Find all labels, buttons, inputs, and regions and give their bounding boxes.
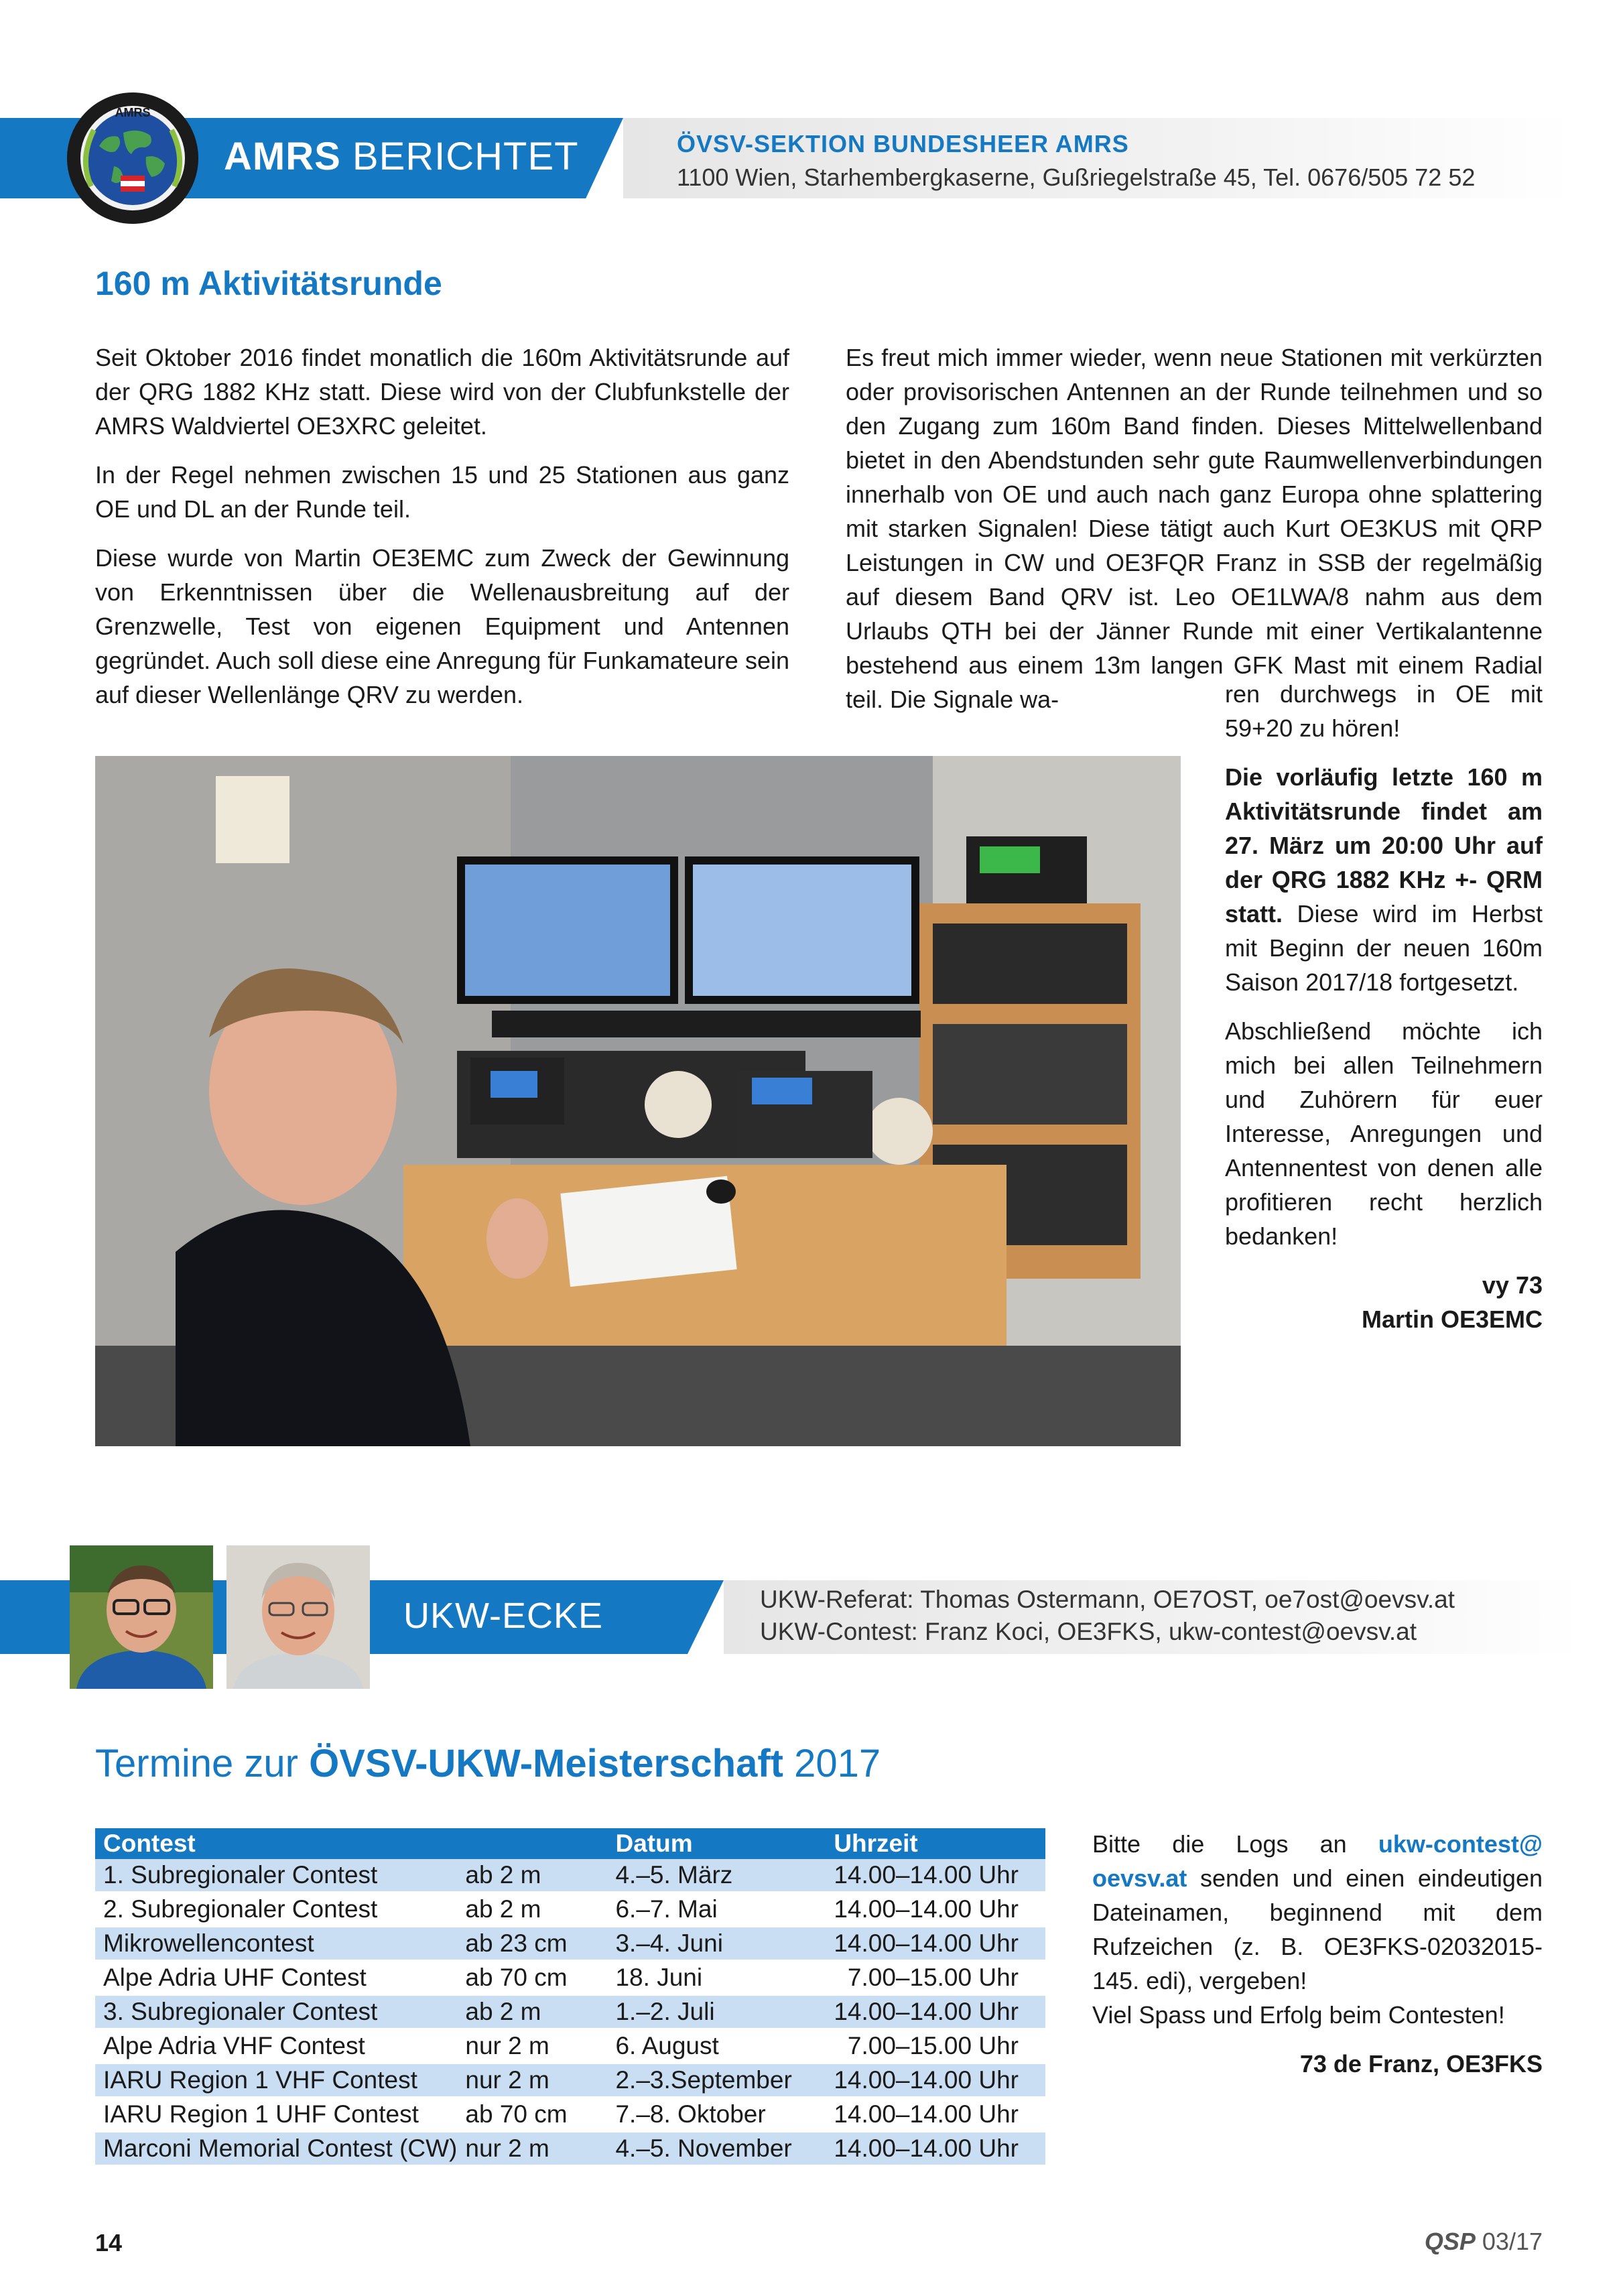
amrs-logo [67,92,198,224]
portrait-photo [226,1545,370,1689]
cell: 2.–3.September [607,2063,826,2098]
cell: Alpe Adria UHF Contest [95,1961,457,1995]
cell: Mikrowellencontest [95,1927,457,1961]
page-number: 14 [95,2229,123,2256]
cell: 14.00–14.00 Uhr [826,2063,1045,2098]
cell: 14.00–14.00 Uhr [826,1859,1045,1893]
closing-paragraph: Abschließend möchte ich mich bei allen Teilnehmern und Zuhörern für euer Interesse, Anregungen und Antennentest von denen alle profitieren recht herzlich bedanken! [1225,1017,1543,1250]
table-row [95,1859,1045,1893]
cell: IARU Region 1 UHF Contest [95,2098,457,2132]
article-right-column-lower [1225,680,1543,1336]
cell: ab 23 cm [457,1927,607,1961]
signature-name: Martin OE3EMC [1361,1305,1543,1333]
paragraph: Es freut mich immer wieder, wenn neue Stationen mit verkürzten oder provisorischen Antennen an der Runde teilnehmen und so den Zugang zum 160m Band finden. Dieses Mittelwellenband bietet in den Abendstunden sehr gute Raumwellenverbindungen innerhalb von OE und auch nach ganz Europa ohne splattering mit starken Signalen! Diese tätigt auch Kurt OE3KUS mit QRP Leistungen in CW und OE3FQR Franz in SSB der regelmäßig auf diesem Band QRV ist. Leo OE1LWA/8 nahm aus dem Urlaubs QTH bei der Jänner Runde mit einer Vertikalantenne bestehend aus einem 13m langen GFK Mast mit einem Radial teil. Die Signale wa- [846,344,1543,713]
column-header: Contest [95,1828,457,1859]
cell: 3.–4. Juni [607,1927,826,1961]
cell: ab 2 m [457,1893,607,1927]
cell: Marconi Memorial Contest (CW) [95,2132,457,2166]
cell: nur 2 m [457,2063,607,2098]
section-title: Termine zur ÖVSV-UKW-Meisterschaft 2017 [95,1742,881,1785]
cell: 4.–5. März [607,1859,826,1893]
cell: 14.00–14.00 Uhr [826,1995,1045,2029]
svg-text:AMRS: AMRS [115,106,151,119]
table-row [95,1927,1045,1961]
column-header [457,1828,607,1859]
cell: nur 2 m [457,2132,607,2166]
cell: 7.00–15.00 Uhr [826,2029,1045,2063]
cell: 1.–2. Juli [607,1995,826,2029]
signature: 73 de Franz, OE3FKS [1299,2050,1543,2078]
paragraph: Diese wurde von Martin OE3EMC zum Zweck der Gewinnung von Erkenntnissen über die Wellenausbreitung auf der Grenzwelle, Test von eigenen Equipment und Antennen gegründet. Auch soll diese eine Anregung für Funkamateure sein auf dieser Wellenlänge QRV zu werden. [95,544,789,708]
signature-greeting: vy 73 [1482,1271,1543,1299]
cell: 14.00–14.00 Uhr [826,1927,1045,1961]
log-instructions [1092,1827,1543,2081]
cell: 18. Juni [607,1961,826,1995]
amrs-org-name: ÖVSV-SEKTION BUNDESHEER AMRS [677,130,1129,157]
cell: 14.00–14.00 Uhr [826,1893,1045,1927]
table-row [95,2029,1045,2063]
cell: nur 2 m [457,2029,607,2063]
article-left-column [95,340,789,726]
cell: 6. August [607,2029,826,2063]
paragraph-continuation: ren durchwegs in OE mit 59+20 zu hören! [1225,680,1543,742]
announcement: Die vorläufig letzte 160 m Aktivitätsrunde findet am 27. März um 20:00 Uhr auf der QRG 1882 KHz +- QRM statt. Diese wird im Herbst mit Beginn der neuen 160m Saison 2017/18 fortgesetzt. [1225,763,1543,996]
portrait-photo [70,1545,213,1689]
cell: ab 70 cm [457,2098,607,2132]
cell: 7.–8. Oktober [607,2098,826,2132]
table-row [95,1995,1045,2029]
cell: ab 70 cm [457,1961,607,1995]
paragraph: Seit Oktober 2016 findet monatlich die 160m Aktivitätsrunde auf der QRG 1882 KHz statt. Diese wird von der Clubfunkstelle der AMRS Waldviertel OE3XRC geleitet. [95,344,789,440]
table-row [95,2132,1045,2166]
ukw-banner-title: UKW-ECKE [403,1596,604,1636]
wish-text: Viel Spass und Erfolg beim Contesten! [1092,2001,1505,2029]
cell: 4.–5. November [607,2132,826,2166]
article-right-column [846,340,1543,731]
table-row [95,1893,1045,1927]
ukw-referat-line: UKW-Referat: Thomas Ostermann, OE7OST, oe7ost@oevsv.at [760,1586,1455,1613]
amrs-banner-title: AMRS BERICHTET [224,135,579,178]
cell: 3. Subregionaler Contest [95,1995,457,2029]
cell: Alpe Adria VHF Contest [95,2029,457,2063]
paragraph: In der Regel nehmen zwischen 15 und 25 Stationen aus ganz OE und DL an der Runde teil. [95,461,789,523]
cell: ab 2 m [457,1859,607,1893]
cell: 1. Subregionaler Contest [95,1859,457,1893]
magazine-issue: QSP 03/17 [1424,2228,1543,2255]
amrs-address: 1100 Wien, Starhembergkaserne, Gußriegelstraße 45, Tel. 0676/505 72 52 [677,164,1476,191]
cell: 14.00–14.00 Uhr [826,2132,1045,2166]
column-header: Uhrzeit [826,1828,1045,1859]
instructions-text: Bitte die Logs an ukw-contest@ oevsv.at senden und einen eindeutigen Dateinamen, beginnend mit dem Rufzeichen (z. B. OE3FKS-02032015-145. edi), vergeben! [1092,1830,1543,1994]
contest-email-link[interactable]: ukw-contest@ oevsv.at [1092,1830,1543,1892]
table-header-row [95,1828,1045,1859]
column-header: Datum [607,1828,826,1859]
cell: 14.00–14.00 Uhr [826,2098,1045,2132]
cell: 7.00–15.00 Uhr [826,1961,1045,1995]
article-title: 160 m Aktivitätsrunde [95,265,442,302]
shack-photo [95,756,1181,1446]
cell: 2. Subregionaler Contest [95,1893,457,1927]
cell: 6.–7. Mai [607,1893,826,1927]
table-row [95,2063,1045,2098]
cell: ab 2 m [457,1995,607,2029]
cell: IARU Region 1 VHF Contest [95,2063,457,2098]
table-row [95,1961,1045,1995]
contest-table [95,1828,1045,2167]
table-row [95,2098,1045,2132]
ukw-contest-line: UKW-Contest: Franz Koci, OE3FKS, ukw-contest@oevsv.at [760,1618,1417,1645]
